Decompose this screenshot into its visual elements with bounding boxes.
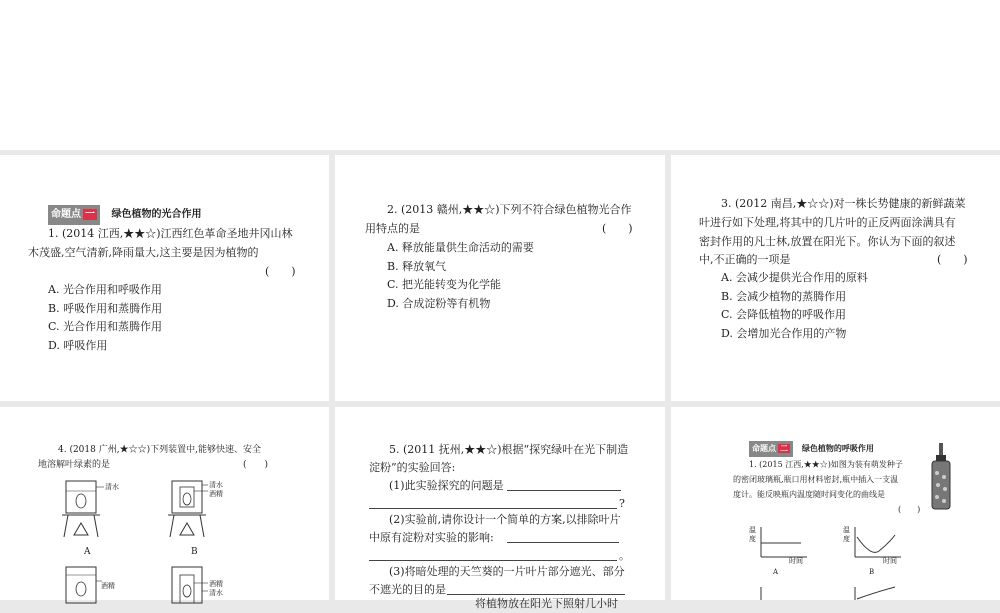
- option-label-b: B: [191, 547, 198, 557]
- topic-badge: 命题点 二: [749, 441, 793, 457]
- period-mark: 。: [619, 549, 630, 562]
- topic-title: 绿色植物的光合作用: [111, 209, 202, 220]
- axis-label-temp: 温度: [843, 526, 850, 543]
- label-water: 清水: [209, 481, 223, 489]
- option-d: D. 会增加光合作用的产物: [721, 327, 847, 340]
- option-d: D. 呼吸作用: [48, 339, 108, 352]
- option-a: A. 释放能量供生命活动的需要: [387, 241, 534, 254]
- option-c: C. 会降低植物的呼吸作用: [721, 308, 847, 321]
- question-text-line: 1. (2015 江西,★★☆)如图为装有萌发种子: [749, 460, 903, 469]
- question-text-line: 地溶解叶绿素的是: [38, 460, 111, 470]
- answer-paren: ( ): [898, 505, 921, 514]
- label-alcohol: 酒精: [209, 490, 223, 498]
- question-card-6: [671, 407, 1000, 600]
- question-text-line: 用特点的是: [365, 222, 420, 235]
- question-text-line: 中,不正确的一项是: [699, 253, 791, 266]
- graph-label-a: A: [773, 568, 779, 576]
- option-b: B. 会减少植物的蒸腾作用: [721, 290, 847, 303]
- graph-d: [843, 583, 903, 600]
- axis-label-time: 时间: [883, 557, 897, 565]
- answer-paren: ( ): [602, 222, 633, 235]
- sealed-bottle-icon: [929, 443, 953, 511]
- question-card-2: [335, 155, 665, 401]
- option-c: C. 光合作用和蒸腾作用: [48, 320, 163, 333]
- answer-paren: ( ): [265, 265, 296, 278]
- question-text-line: 4. (2018 广州,★☆☆)下列装置中,能够快速、安全: [58, 445, 261, 455]
- topic-header: [749, 441, 874, 457]
- sub-question-2: (2)实验前,请你设计一个简单的方案,以排除叶片: [389, 513, 621, 526]
- answer-blank-line: [369, 560, 617, 561]
- question-text-line: 5. (2011 抚州,★★☆)根据“探究绿叶在光下制造: [389, 443, 629, 456]
- label-alcohol: 酒精: [209, 580, 223, 588]
- option-label-a: A: [84, 547, 91, 557]
- label-water: 清水: [209, 589, 223, 597]
- option-b: B. 释放氧气: [387, 260, 447, 273]
- topic-header: [48, 205, 202, 225]
- question-text-line: 的密闭玻璃瓶,瓶口用材料密封,瓶中插入一支温: [733, 475, 899, 484]
- question-card-3: [671, 155, 1000, 401]
- graph-c: [749, 583, 809, 600]
- question-mark: ?: [619, 497, 625, 510]
- answer-blank-line: [507, 542, 619, 543]
- question-text-line: 1. (2014 江西,★★☆)江西红色革命圣地井冈山林: [48, 227, 293, 240]
- question-text-line: 淀粉”的实验回答:: [369, 461, 456, 474]
- option-b: B. 呼吸作用和蒸腾作用: [48, 302, 163, 315]
- axis-label-temp: 温度: [749, 526, 756, 543]
- graph-label-b: B: [869, 568, 875, 576]
- answer-blank-line: [507, 490, 621, 491]
- question-card-1: [0, 155, 329, 401]
- sub-question-3: (3)将暗处理的天竺葵的一片叶片部分遮光、部分: [389, 565, 625, 578]
- option-a: A. 会减少提供光合作用的原料: [721, 271, 868, 284]
- sub-question-3-cont: 不遮光的目的是: [369, 583, 446, 596]
- question-text-line: 木茂盛,空气清新,降雨量大,这主要是因为植物的: [28, 246, 259, 259]
- option-a: A. 光合作用和呼吸作用: [48, 283, 162, 296]
- option-d: D. 合成淀粉等有机物: [387, 297, 491, 310]
- label-alcohol: 酒精: [101, 582, 115, 590]
- option-c: C. 把光能转变为化学能: [387, 278, 502, 291]
- question-text-line: 度计。能反映瓶内温度随时间变化的曲线是: [733, 490, 885, 499]
- sub-question-3-cont: 将植物放在阳光下照射几小时: [475, 597, 618, 610]
- question-text-line: 2. (2013 赣州,★★☆)下列不符合绿色植物光合作: [387, 203, 632, 216]
- topic-badge: 命题点 一: [48, 205, 100, 225]
- answer-paren: ( ): [937, 253, 968, 266]
- label-water: 清水: [105, 483, 119, 491]
- question-card-5: [335, 407, 665, 610]
- axis-label-time: 时间: [789, 557, 803, 565]
- question-card-4: [0, 407, 329, 600]
- topic-title: 绿色植物的呼吸作用: [801, 444, 874, 453]
- answer-paren: ( ): [243, 460, 269, 470]
- question-text-line: 3. (2012 南昌,★☆☆)对一株长势健康的新鲜蔬菜: [721, 197, 966, 210]
- answer-blank-line: [369, 508, 617, 509]
- blank-top-area: [0, 0, 1000, 150]
- question-text-line: 密封作用的凡士林,放置在阳光下。你认为下面的叙述: [699, 235, 956, 248]
- sub-question-2-cont: 中原有淀粉对实验的影响:: [369, 531, 494, 544]
- question-text-line: 叶进行如下处理,将其中的几片叶的正反两面涂满具有: [699, 216, 956, 229]
- sub-question-1: (1)此实验探究的问题是: [389, 479, 504, 492]
